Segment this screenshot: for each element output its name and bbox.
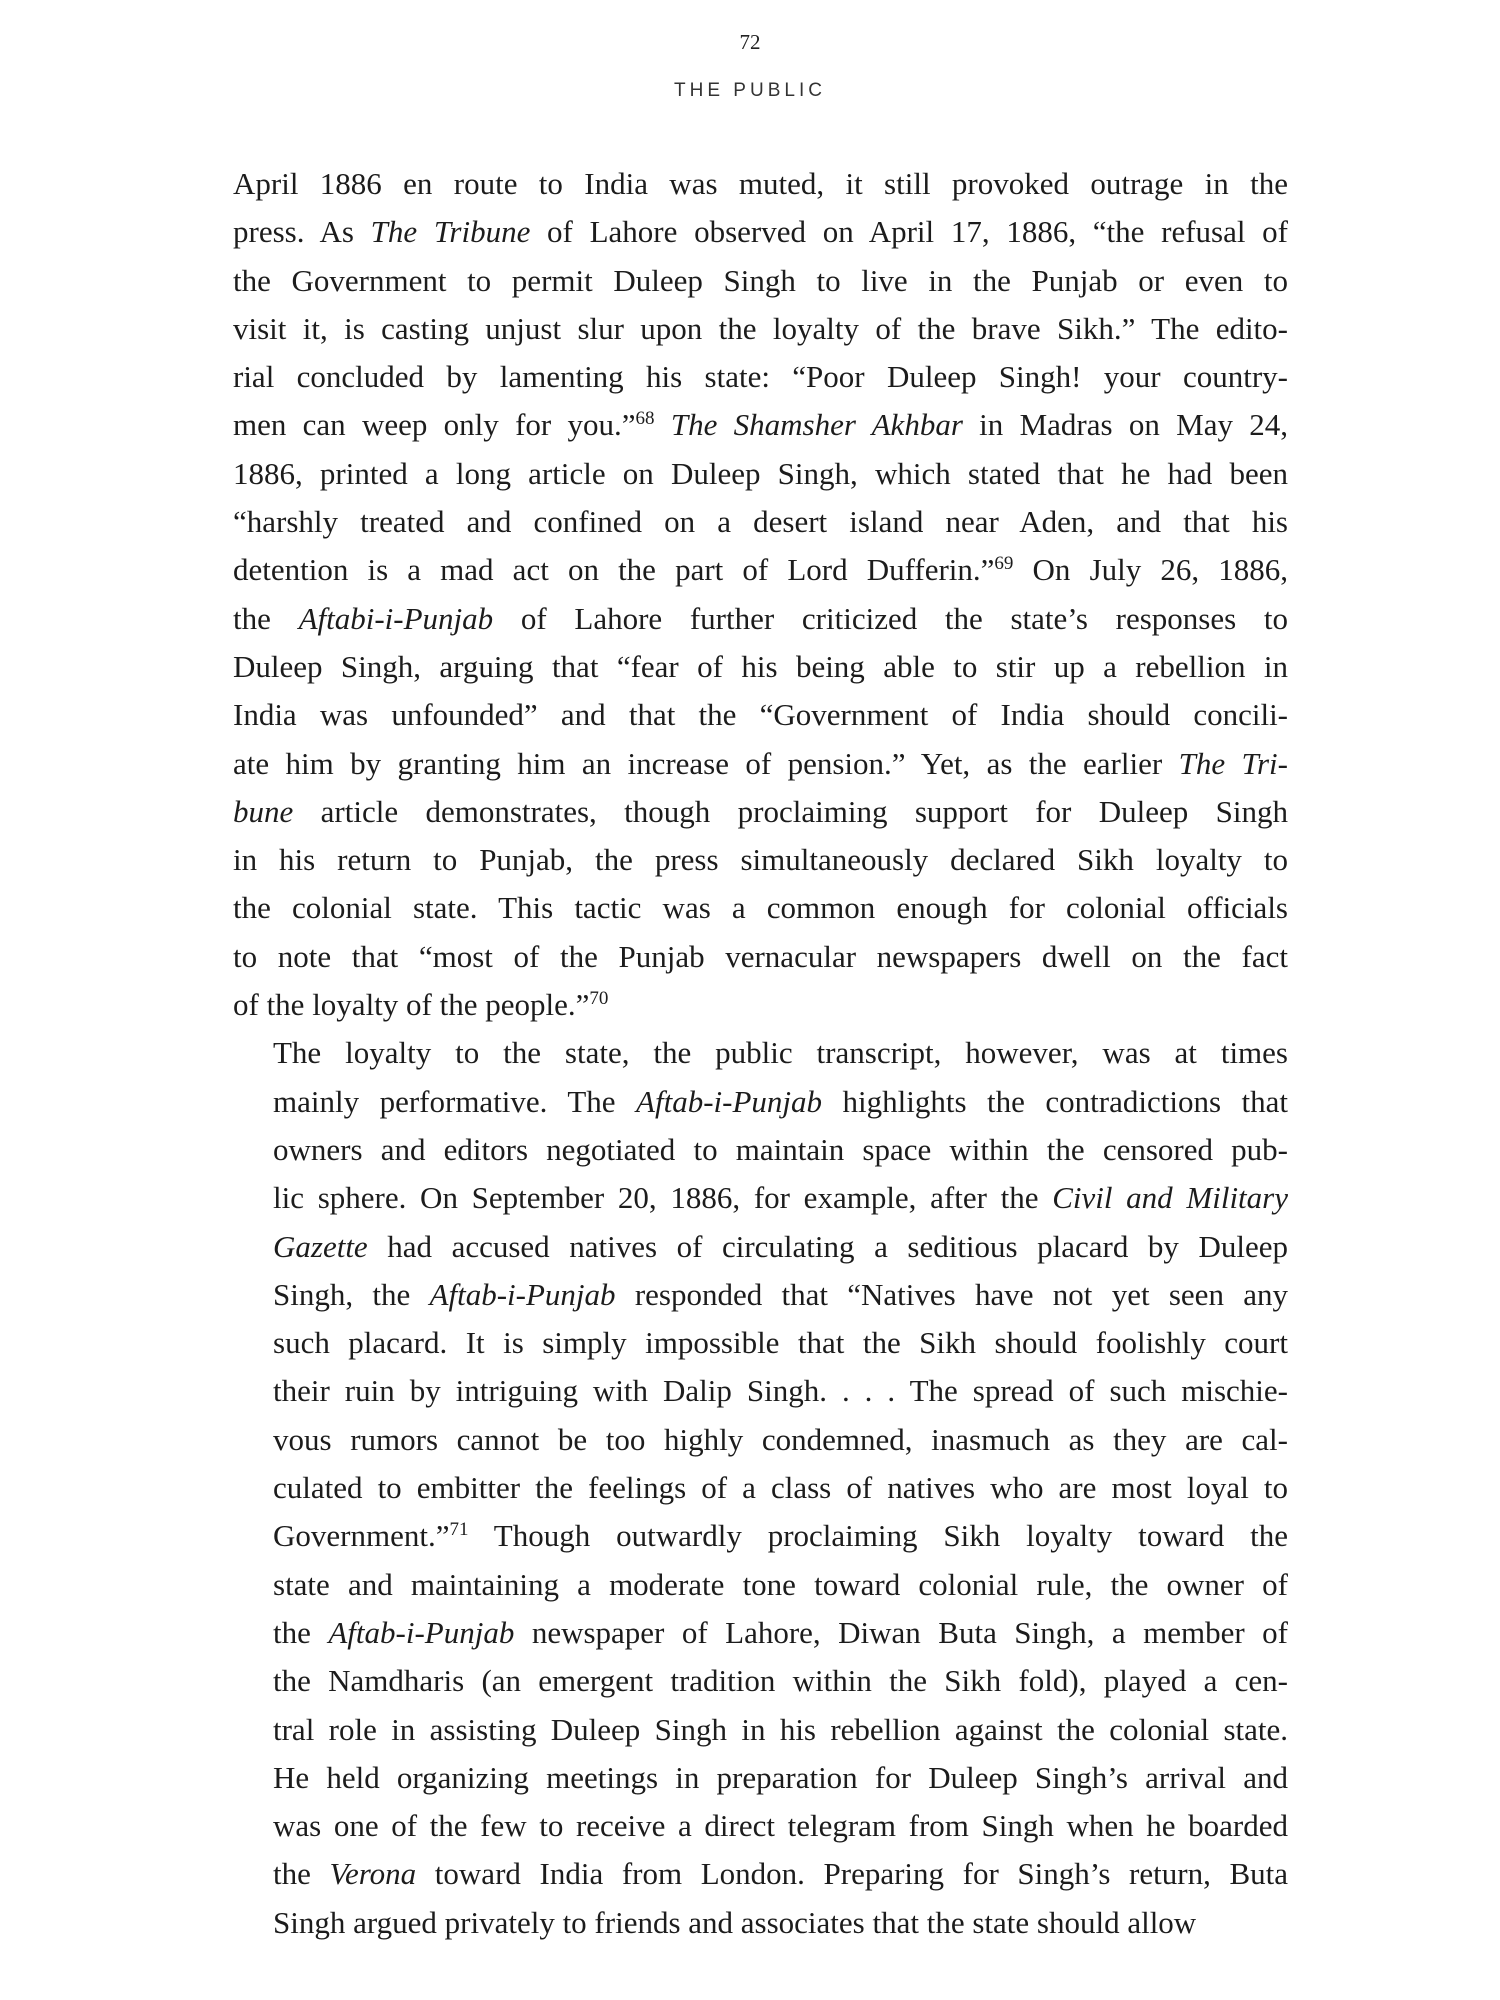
footnote-ref[interactable]: 69 [994, 553, 1014, 575]
text-line: Gazette had accused natives of circulating a seditious placard by Duleep [273, 1228, 1288, 1264]
text-line: ate him by granting him an increase of pension.” Yet, as the earlier The Tri- [233, 745, 1288, 781]
body-text [233, 160, 1288, 1947]
text-line: The loyalty to the state, the public transcript, however, was at times [273, 1035, 1288, 1071]
text-line: 1886, printed a long article on Duleep Singh, which stated that he had been [233, 455, 1288, 491]
text-line: vous rumors cannot be too highly condemned, inasmuch as they are cal- [273, 1421, 1288, 1457]
text-line: culated to embitter the feelings of a class of natives who are most loyal to [273, 1470, 1288, 1506]
text-line: the Government to permit Duleep Singh to live in the Punjab or even to [233, 262, 1288, 298]
text-line: “harshly treated and confined on a desert island near Aden, and that his [233, 504, 1288, 540]
footnote-ref[interactable]: 68 [635, 408, 655, 430]
footnote-ref[interactable]: 71 [449, 1519, 469, 1541]
italic-title: Aftabi-i-Punjab [298, 600, 494, 636]
text-line: India was unfounded” and that the “Government of India should concili- [233, 697, 1288, 733]
text-line: detention is a mad act on the part of Lord Dufferin.”$^{69}$ On July 26, 1886, [233, 552, 1288, 588]
italic-title: Aftab-i-Punjab [429, 1276, 616, 1312]
italic-title: The Tribune [370, 214, 531, 250]
paragraph [233, 160, 1288, 1029]
text-line: men can weep only for you.”$^{68}$ The Shamsher Akhbar in Madras on May 24, [233, 407, 1288, 443]
text-line: mainly performative. The Aftab-i-Punjab highlights the contradictions that [273, 1083, 1288, 1119]
text-line: April 1886 en route to India was muted, it still provoked outrage in the [233, 166, 1288, 201]
italic-title: The Tri- [1178, 745, 1288, 781]
text-line: Government.”$^{71}$ Though outwardly proclaiming Sikh loyalty toward the [273, 1518, 1288, 1554]
text-line: to note that “most of the Punjab vernacular newspapers dwell on the fact [233, 938, 1288, 974]
text-line: of the loyalty of the people.”$^{70}$ [233, 987, 609, 1023]
italic-title: bune [233, 793, 294, 829]
text-line: owners and editors negotiated to maintain space within the censored pub- [273, 1131, 1288, 1167]
text-line: the colonial state. This tactic was a common enough for colonial officials [233, 890, 1288, 926]
italic-title: Aftab-i-Punjab [328, 1614, 515, 1650]
text-line: their ruin by intriguing with Dalip Singh. . . . The spread of such mischie- [273, 1373, 1288, 1409]
text-line: bune article demonstrates, though proclaiming support for Duleep Singh [233, 793, 1288, 829]
text-line: the Aftab-i-Punjab newspaper of Lahore, Diwan Buta Singh, a member of [273, 1614, 1288, 1650]
text-line: state and maintaining a moderate tone toward colonial rule, the owner of [273, 1566, 1288, 1602]
footnote-ref[interactable]: 70 [589, 988, 609, 1010]
text-line: the Aftabi-i-Punjab of Lahore further criticized the state’s responses to [233, 600, 1288, 636]
italic-title: Aftab-i-Punjab [636, 1083, 823, 1119]
text-line: visit it, is casting unjust slur upon the loyalty of the brave Sikh.” The edito- [233, 310, 1288, 346]
paragraph [233, 1029, 1288, 1947]
italic-title: Verona [329, 1856, 417, 1892]
text-line: He held organizing meetings in preparation for Duleep Singh’s arrival and [273, 1759, 1288, 1795]
italic-title: The Shamsher Akhbar [670, 407, 963, 443]
text-line: in his return to Punjab, the press simultaneously declared Sikh loyalty to [233, 842, 1288, 878]
text-line: press. As The Tribune of Lahore observed on April 17, 1886, “the refusal of [233, 214, 1288, 250]
text-line: Duleep Singh, arguing that “fear of his being able to stir up a rebellion in [233, 648, 1288, 684]
running-head: THE PUBLIC [674, 80, 826, 101]
text-line: the Namdharis (an emergent tradition within the Sikh fold), played a cen- [273, 1663, 1288, 1699]
text-line: Singh argued privately to friends and associates that the state should allow [273, 1904, 1197, 1940]
text-line: the Verona toward India from London. Preparing for Singh’s return, Buta [273, 1856, 1288, 1892]
text-line: rial concluded by lamenting his state: “Poor Duleep Singh! your country- [233, 359, 1288, 395]
text-line: Singh, the Aftab-i-Punjab responded that “Natives have not yet seen any [273, 1276, 1288, 1312]
page-number: 72 [739, 30, 761, 54]
text-line: was one of the few to receive a direct telegram from Singh when he boarded [273, 1808, 1288, 1844]
italic-title: Civil and Military [1052, 1180, 1288, 1216]
italic-title: Gazette [273, 1228, 368, 1264]
text-line: tral role in assisting Duleep Singh in his rebellion against the colonial state. [273, 1711, 1288, 1747]
text-line: such placard. It is simply impossible that the Sikh should foolishly court [273, 1325, 1288, 1361]
text-line: lic sphere. On September 20, 1886, for example, after the Civil and Military [273, 1180, 1288, 1216]
